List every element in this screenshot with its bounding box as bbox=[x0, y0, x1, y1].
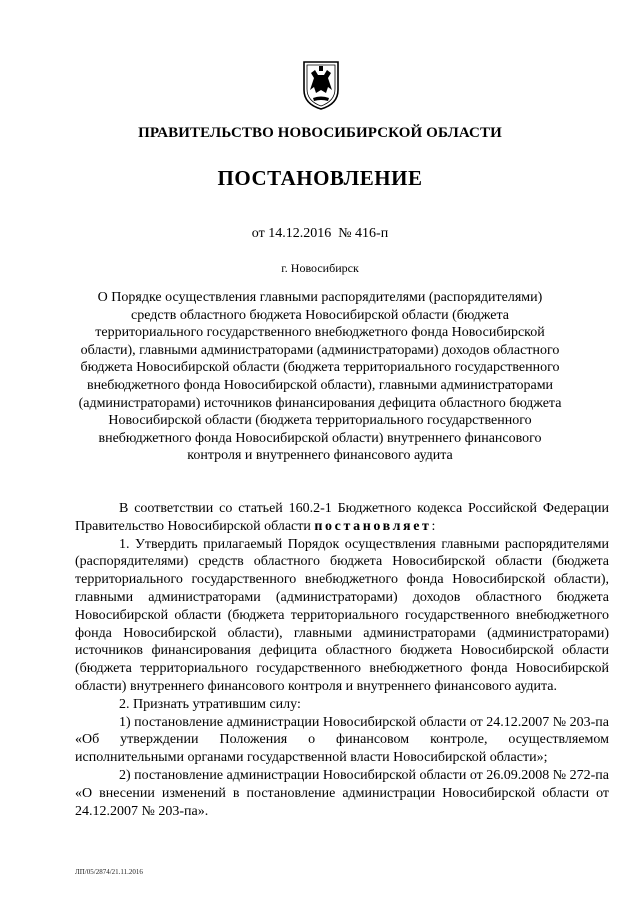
government-name: ПРАВИТЕЛЬСТВО НОВОСИБИРСКОЙ ОБЛАСТИ bbox=[138, 125, 502, 141]
preamble-text: В соответствии со статьей 160.2-1 Бюджетного кодекса Российской Федерации Правительство Новосибирской области bbox=[75, 501, 609, 534]
item-2-2: 2) постановление администрации Новосибирской области от 26.09.2008 № 272-па «О внесении изменений в постановление администрации Новосибирской области от 24.12.2007 № 203-па». bbox=[75, 767, 609, 819]
document-body bbox=[75, 500, 609, 820]
document-title: О Порядке осуществления главными распорядителями (распорядителями) средств областного бюджета Новосибирской области (бюджета территориального государственного внебюджетного фонда Новосибирской области), главными администраторами (администраторами) доходов областного бюджета Новосибирской области (бюджета территориального государственного внебюджетного фонда Новосибирской области), главными администраторами (администраторами) источников финансирования дефицита областного бюджета Новосибирской области (бюджета территориального государственного внебюджетного фонда Новосибирской области) внутреннего финансового контроля и внутреннего финансового аудита bbox=[78, 290, 562, 464]
coat-of-arms-emblem bbox=[302, 60, 340, 110]
document-type: ПОСТАНОВЛЕНИЕ bbox=[217, 166, 423, 190]
item-2: 2. Признать утратившим силу: bbox=[119, 696, 301, 712]
preamble-colon: : bbox=[431, 518, 436, 534]
footer-code: ЛП/05/2874/21.11.2016 bbox=[75, 868, 143, 876]
item-2-1: 1) постановление администрации Новосибирской области от 24.12.2007 № 203-па «Об утверждении Положения о финансовом контроле, осуществляемом исполнительными органами государственной власти Новосибирской области»; bbox=[75, 714, 609, 766]
item-1: 1. Утвердить прилагаемый Порядок осуществления главными распорядителями (распорядителями) средств областного бюджета Новосибирской области (бюджета территориального государственного внебюджетного фонда Новосибирской области), главными администраторами (администраторами) доходов областного бюджета Новосибирской области (бюджета территориального государственного внебюджетного фонда Новосибирской области), главными администраторами (администраторами) источников финансирования дефицита областного бюджета Новосибирской области (бюджета территориального государственного внебюджетного фонда Новосибирской области) внутреннего финансового контроля и внутреннего финансового аудита. bbox=[75, 536, 609, 694]
preamble-paragraph bbox=[75, 500, 609, 536]
resolves-word: постановляет bbox=[314, 518, 432, 534]
date-and-number: от 14.12.2016 № 416-п bbox=[251, 226, 389, 241]
city: г. Новосибирск bbox=[281, 261, 359, 275]
